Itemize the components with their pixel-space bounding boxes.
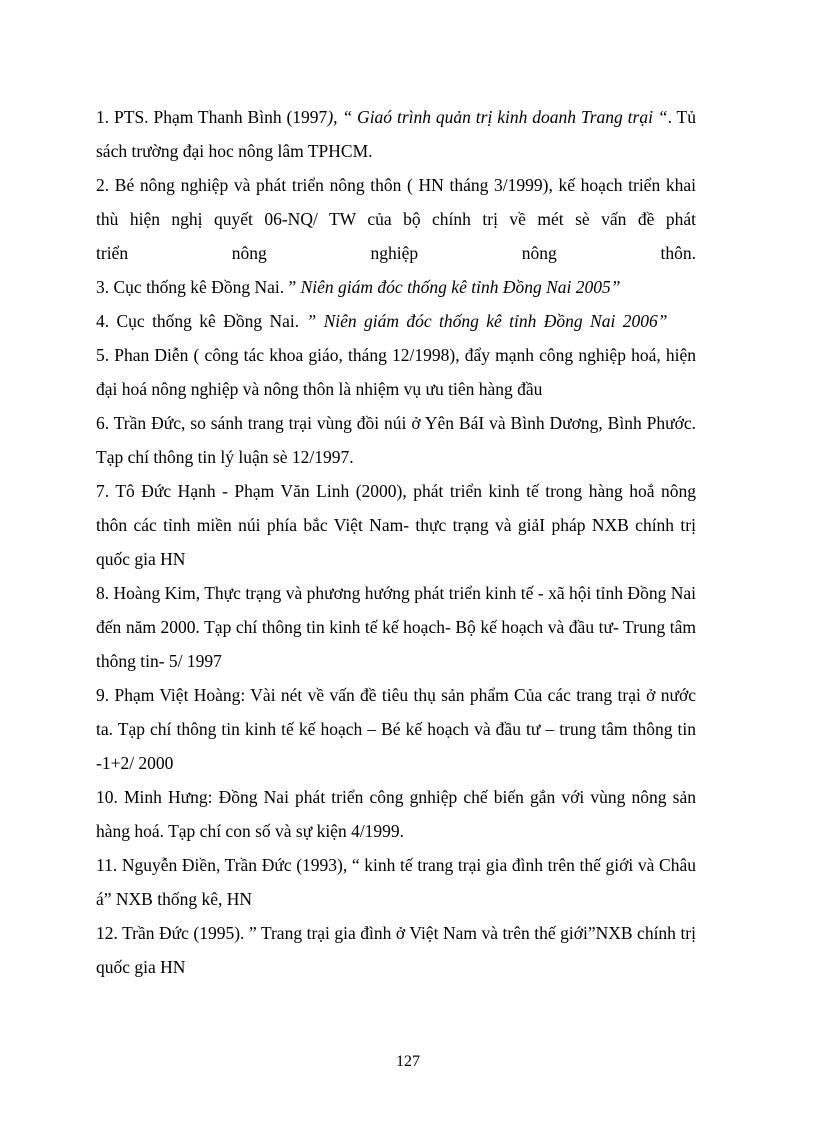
reference-text: Nguyễn Điền, Trần Đức (1993), “ kinh tế trang trại gia đình trên thế giới và Châu á” NXB thống kê, HN [96,855,696,909]
reference-item [96,678,696,780]
reference-number: 10. [96,787,118,807]
reference-text: triển nông nghiệp nông thôn. [96,243,696,263]
reference-title: ” Niên giám đóc thống kê tỉnh Đồng Nai 2006” [299,311,668,331]
reference-number: 4. [96,311,110,331]
reference-item [96,270,696,304]
reference-text: Tô Đức Hạnh - Phạm Văn Linh (2000), phát triển kinh tế trong hàng hoắ nông thôn các tỉnh miền núi phía bắc Việt Nam- thực trạng và giảI pháp NXB chính trị quốc gia HN [96,481,696,569]
reference-title: ), “ Giaó trình quản trị kinh doanh Trang trại “ [327,107,668,127]
reference-number: 6. [96,413,110,433]
reference-number: 2. [96,175,110,195]
reference-item [96,780,696,848]
reference-item [96,338,696,406]
reference-item [96,406,696,474]
reference-text: Hoàng Kim, Thực trạng và phương hướng phát triển kinh tế - xã hội tỉnh Đồng Nai đến năm 2000. Tạp chí thông tin kinh tế kế hoạch- Bộ kế hoạch và đầu tư- Trung tâm thông tin- 5/ 1997 [96,583,696,671]
reference-number: 9. [96,685,110,705]
reference-number: 12. [96,923,118,943]
reference-item [96,576,696,678]
reference-number: 5. [96,345,110,365]
reference-text: Phạm Việt Hoàng: Vài nét về vấn đề tiêu thụ sản phẩm Của các trang trại ở nước ta. Tạp chí thông tin kinh tế kế hoạch – Bé kế hoạch và đầu tư – trung tâm thông tin -1+2/ 2000 [96,685,696,773]
reference-item [96,168,696,270]
reference-text: Phan Diễn ( công tác khoa giáo, tháng 12/1998), đẩy mạnh công nghiệp hoá, hiện đại hoá nông nghiệp và nông thôn là nhiệm vụ ưu tiên hàng đầu [96,345,696,399]
reference-item [96,304,696,338]
reference-text: PTS. Phạm Thanh Bình (1997 [114,107,328,127]
reference-text: Cục thống kê Đồng Nai. [116,311,300,331]
reference-number: 8. [96,583,110,603]
reference-text: Cục thống kê Đồng Nai. ” [113,277,297,297]
reference-title: Niên giám đóc thống kê tỉnh Đồng Nai 2005” [296,277,621,297]
page-number: 127 [396,1053,420,1070]
reference-item [96,474,696,576]
reference-number: 7. [96,481,110,501]
reference-number: 3. [96,277,110,297]
reference-text: Trần Đức (1995). ” Trang trại gia đình ở Việt Nam và trên thế giới”NXB chính trị quốc gia HN [96,923,696,977]
reference-item [96,848,696,916]
reference-text: . Tủ sách trường đại hoc nông lâm TPHCM. [96,107,696,161]
reference-text: Trần Đức, so sánh trang trại vùng đồi núi ở Yên BáI và Bình Dương, Bình Phước. Tạp chí thông tin lý luận sè 12/1997. [96,413,696,467]
reference-item [96,100,696,168]
reference-text-block [96,168,696,236]
reference-item [96,916,696,984]
reference-list [96,100,696,984]
reference-text: Minh Hưng: Đồng Nai phát triển công gnhiệp chế biến gắn với vùng nông sản hàng hoá. Tạp chí con số và sự kiện 4/1999. [96,787,696,841]
reference-number: 1. [96,107,110,127]
reference-number: 11. [96,855,118,875]
reference-text: Bé nông nghiệp và phát triển nông thôn ( HN tháng 3/1999), kế hoạch triển khai thù hiện nghị quyết 06-NQ/ TW của bộ chính trị về mét sè vấn đề phát [96,175,696,229]
